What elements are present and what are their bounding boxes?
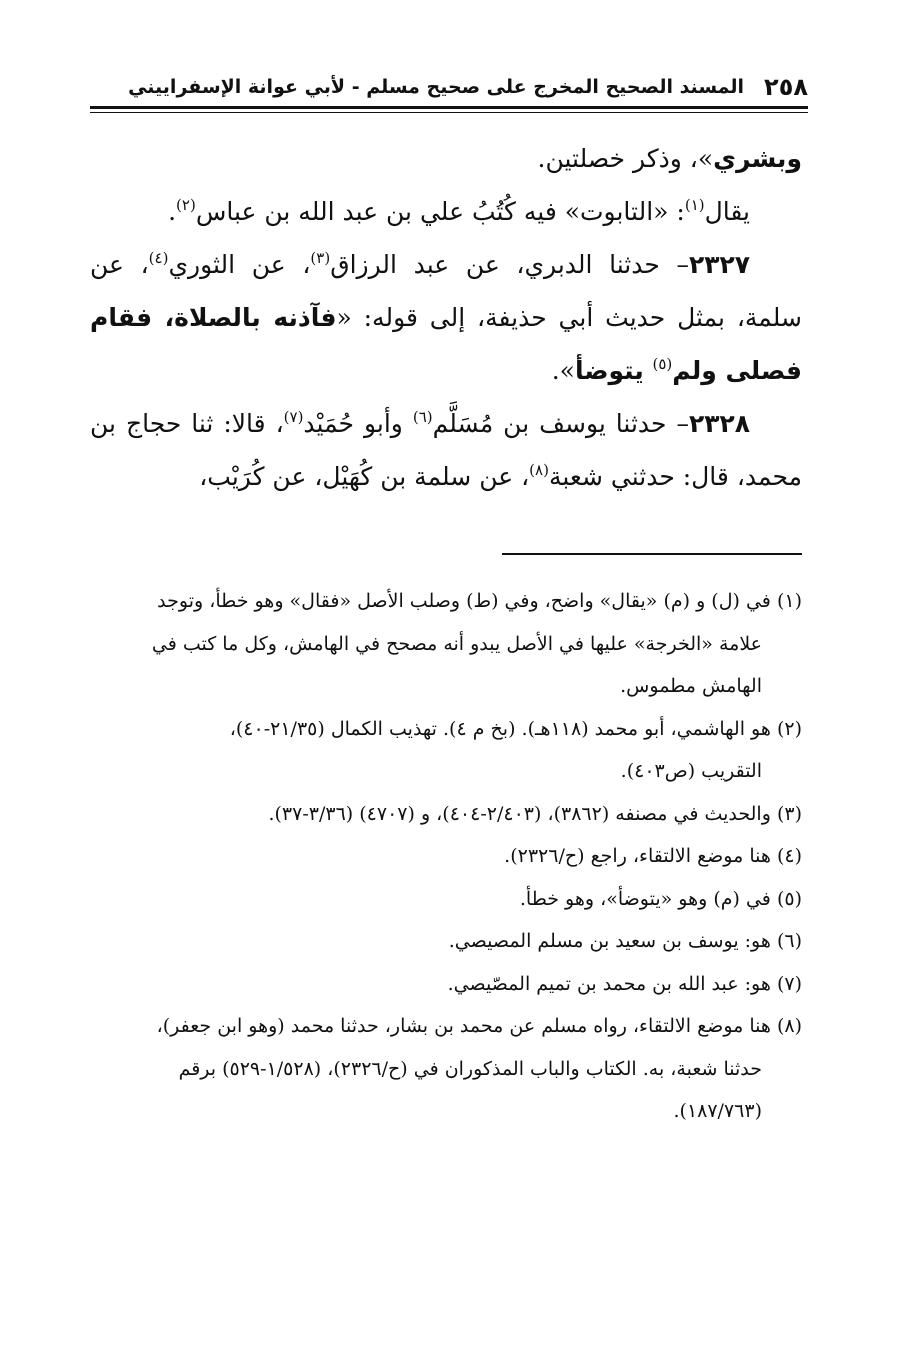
footnote-ref: (٤) bbox=[148, 249, 169, 267]
header-rule-thick bbox=[90, 106, 808, 109]
footnote-5 bbox=[90, 878, 802, 921]
paragraph-continuation bbox=[90, 132, 802, 185]
footnote-6 bbox=[90, 920, 802, 963]
text-run: . bbox=[168, 197, 177, 226]
hadith-2327 bbox=[90, 238, 802, 397]
text-run: ، عن سلمة بن كُهَيْل، عن كُرَيْب، bbox=[199, 462, 530, 491]
footnote-7 bbox=[90, 963, 802, 1006]
footnote-text: والحديث في مصنفه (٣٨٦٢)، (٢/٤٠٣-٤٠٤)، و (٤٧٠٧) (٣/٣٦-٣٧). bbox=[268, 802, 771, 825]
text-run: – حدثنا الدبري، عن عبد الرزاق bbox=[330, 250, 689, 279]
text-run: ، عن سلمة، بمثل حديث أبي حذيفة، إلى قوله: « bbox=[90, 250, 802, 332]
hadith-number: ٢٣٢٧ bbox=[688, 250, 750, 279]
text-run: ، قالا: ثنا حجاج بن محمد، قال: حدثني شعبة bbox=[90, 409, 802, 491]
footnote-1-line-3: الهامش مطموس. bbox=[620, 675, 762, 697]
text-run: ، عن الثوري bbox=[168, 250, 311, 279]
running-header bbox=[90, 70, 808, 104]
running-title: المسند الصحيح المخرج على صحيح مسلم - لأبي عوانة الإسفراييني bbox=[128, 76, 745, 98]
footnote-number: (٧) bbox=[776, 972, 802, 995]
footnote-number: (٨) bbox=[776, 1015, 802, 1037]
bold-phrase: فآذنه بالصلاة، فقام فصلى ولم bbox=[90, 303, 802, 385]
footnote-8-line-2: حدثنا شعبة، به. الكتاب والباب المذكوران في (ح/٢٣٢٦)، (١/٥٢٨-٥٢٩) برقم bbox=[178, 1057, 762, 1080]
text-run: »، وذكر خصلتين. bbox=[537, 144, 714, 173]
text-run: وأبو حُمَيْد bbox=[303, 409, 413, 438]
footnote-1 bbox=[90, 580, 802, 623]
text-run: – حدثنا يوسف بن مُسَلَّم bbox=[432, 409, 689, 438]
footnote-text: في (م) وهو «يتوضأ»، وهو خطأ. bbox=[519, 887, 771, 910]
footnote-text: هو الهاشمي، أبو محمد (١١٨هـ). (بخ م ٤). تهذيب الكمال (٢١/٣٥-٤٠)، bbox=[229, 717, 771, 740]
footnote-number: (٤) bbox=[776, 845, 802, 867]
text-run: يقال bbox=[704, 197, 750, 226]
footnote-text: هنا موضع الالتقاء، راجع (ح/٢٣٢٦). bbox=[504, 845, 771, 867]
footnote-2-line-2: التقريب (ص٤٠٣). bbox=[620, 760, 762, 782]
page-number: ٢٥٨ bbox=[764, 73, 808, 101]
footnotes bbox=[90, 580, 802, 1133]
footnote-text: هنا موضع الالتقاء، رواه مسلم عن محمد بن بشار، حدثنا محمد (وهو ابن جعفر)، bbox=[156, 1015, 771, 1037]
hadith-number: ٢٣٢٨ bbox=[688, 409, 751, 438]
footnote-separator bbox=[502, 553, 802, 555]
footnote-text: في (ل) و (م) «يقال» واضح، وفي (ط) وصلب الأصل «فقال» وهو خطأ، وتوجد bbox=[157, 590, 771, 612]
footnote-number: (٦) bbox=[776, 930, 802, 952]
footnote-8 bbox=[90, 1005, 802, 1048]
footnote-number: (٢) bbox=[776, 717, 802, 740]
paragraph-note bbox=[90, 185, 802, 238]
footnote-ref: (٨) bbox=[529, 461, 549, 479]
footnote-text: هو: يوسف بن سعيد بن مسلم المصيصي. bbox=[448, 930, 771, 952]
text-run: ». bbox=[551, 356, 575, 385]
footnote-ref: (٦) bbox=[412, 408, 433, 426]
footnote-number: (٥) bbox=[776, 887, 802, 910]
footnote-ref: (١) bbox=[684, 196, 705, 214]
text-run: : «التابوت» فيه كُتُبُ علي بن عبد الله بن عباس bbox=[195, 197, 685, 226]
footnote-number: (١) bbox=[776, 590, 802, 612]
main-text bbox=[90, 132, 802, 503]
footnote-8-line-3: (١٨٧/٧٦٣). bbox=[673, 1100, 762, 1122]
footnote-3 bbox=[90, 793, 802, 836]
footnote-4 bbox=[90, 835, 802, 878]
footnote-number: (٣) bbox=[776, 802, 802, 825]
footnote-ref: (٢) bbox=[176, 196, 196, 214]
footnote-ref: (٣) bbox=[310, 249, 331, 267]
footnote-1-line-2: علامة «الخرجة» عليها في الأصل يبدو أنه مصحح في الهامش، وكل ما كتب في bbox=[151, 632, 762, 655]
footnote-2 bbox=[90, 708, 802, 751]
footnote-text: هو: عبد الله بن محمد بن تميم المصّيصي. bbox=[447, 972, 771, 995]
hadith-2328 bbox=[90, 397, 802, 503]
bold-phrase: وبشري bbox=[713, 144, 802, 173]
header-rule-thin bbox=[90, 112, 808, 113]
bold-phrase: يتوضأ bbox=[574, 356, 653, 385]
footnote-ref: (٧) bbox=[283, 408, 304, 426]
footnote-ref: (٥) bbox=[652, 355, 673, 373]
